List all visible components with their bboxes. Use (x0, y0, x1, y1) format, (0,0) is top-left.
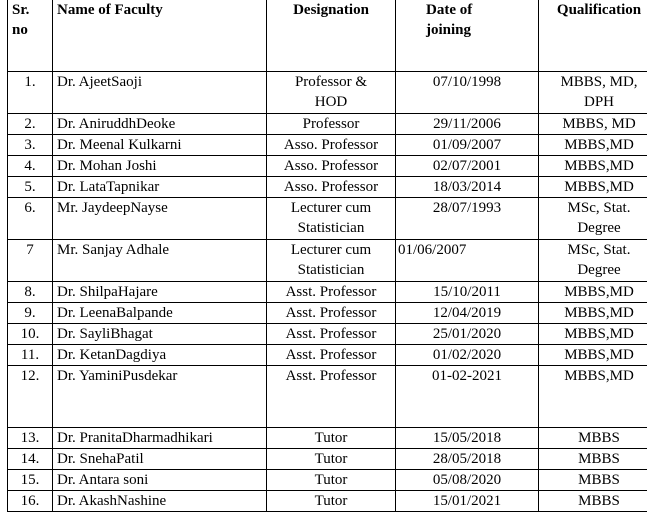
cell-sr-no: 9. (8, 303, 53, 324)
cell-sr-no: 7 (8, 240, 53, 282)
cell-sr-no: 12. (8, 366, 53, 428)
table-row (8, 449, 647, 470)
faculty-table-container (7, 0, 640, 512)
cell-qualification: MBBS,MD (539, 282, 647, 303)
cell-name: Dr. YaminiPusdekar (53, 366, 267, 428)
cell-designation: Tutor (267, 428, 396, 449)
cell-date: 15/01/2021 (396, 491, 539, 512)
cell-qualification: MBBS (539, 449, 647, 470)
cell-sr-no: 5. (8, 177, 53, 198)
header-qualification: Qualification (539, 0, 647, 72)
cell-qualification: MBBS (539, 470, 647, 491)
table-row (8, 282, 647, 303)
table-row (8, 345, 647, 366)
cell-qualification: MSc, Stat. Degree (539, 198, 647, 240)
table-row (8, 366, 647, 428)
cell-designation: Asst. Professor (267, 282, 396, 303)
cell-designation: Lecturer cum Statistician (267, 240, 396, 282)
cell-sr-no: 13. (8, 428, 53, 449)
cell-qualification: MBBS, MD (539, 114, 647, 135)
cell-date: 29/11/2006 (396, 114, 539, 135)
table-row (8, 470, 647, 491)
cell-date: 28/07/1993 (396, 198, 539, 240)
cell-name: Dr. AniruddhDeoke (53, 114, 267, 135)
faculty-table (7, 0, 647, 512)
cell-designation: Tutor (267, 470, 396, 491)
cell-sr-no: 3. (8, 135, 53, 156)
cell-date: 01/06/2007 (396, 240, 539, 282)
cell-sr-no: 6. (8, 198, 53, 240)
cell-sr-no: 11. (8, 345, 53, 366)
cell-qualification: MSc, Stat. Degree (539, 240, 647, 282)
cell-date: 25/01/2020 (396, 324, 539, 345)
header-date-l2: joining (426, 22, 471, 38)
cell-name: Dr. Antara soni (53, 470, 267, 491)
cell-qualification: MBBS,MD (539, 303, 647, 324)
table-row (8, 491, 647, 512)
cell-sr-no: 2. (8, 114, 53, 135)
table-row (8, 240, 647, 282)
cell-date: 01/02/2020 (396, 345, 539, 366)
cell-qualification: MBBS,MD (539, 366, 647, 428)
cell-date: 01/09/2007 (396, 135, 539, 156)
cell-date: 05/08/2020 (396, 470, 539, 491)
cell-designation: Tutor (267, 491, 396, 512)
table-row (8, 135, 647, 156)
cell-designation: Tutor (267, 449, 396, 470)
cell-name: Mr. JaydeepNayse (53, 198, 267, 240)
cell-date: 28/05/2018 (396, 449, 539, 470)
cell-date: 01-02-2021 (396, 366, 539, 428)
cell-qualification: MBBS, MD, DPH (539, 72, 647, 114)
cell-name: Dr. LeenaBalpande (53, 303, 267, 324)
cell-designation: Lecturer cum Statistician (267, 198, 396, 240)
cell-name: Dr. KetanDagdiya (53, 345, 267, 366)
cell-designation: Professor (267, 114, 396, 135)
header-name: Name of Faculty (53, 0, 267, 72)
cell-name: Dr. SayliBhagat (53, 324, 267, 345)
cell-name: Dr. AkashNashine (53, 491, 267, 512)
cell-date: 18/03/2014 (396, 177, 539, 198)
cell-qualification: MBBS,MD (539, 156, 647, 177)
cell-designation: Professor & HOD (267, 72, 396, 114)
cell-name: Mr. Sanjay Adhale (53, 240, 267, 282)
cell-designation: Asst. Professor (267, 345, 396, 366)
header-designation: Designation (267, 0, 396, 72)
cell-sr-no: 1. (8, 72, 53, 114)
table-header-row (8, 0, 647, 72)
cell-date: 07/10/1998 (396, 72, 539, 114)
cell-designation: Asso. Professor (267, 156, 396, 177)
cell-date: 15/10/2011 (396, 282, 539, 303)
cell-name: Dr. SnehaPatil (53, 449, 267, 470)
header-sr-l1: Sr. (12, 2, 29, 18)
table-row (8, 303, 647, 324)
cell-designation: Asso. Professor (267, 177, 396, 198)
cell-date: 15/05/2018 (396, 428, 539, 449)
cell-qualification: MBBS,MD (539, 345, 647, 366)
cell-date: 12/04/2019 (396, 303, 539, 324)
cell-sr-no: 14. (8, 449, 53, 470)
cell-sr-no: 4. (8, 156, 53, 177)
cell-designation: Asso. Professor (267, 135, 396, 156)
cell-designation: Asst. Professor (267, 324, 396, 345)
cell-name: Dr. AjeetSaoji (53, 72, 267, 114)
cell-name: Dr. PranitaDharmadhikari (53, 428, 267, 449)
cell-designation: Asst. Professor (267, 303, 396, 324)
table-row (8, 114, 647, 135)
cell-sr-no: 15. (8, 470, 53, 491)
cell-sr-no: 10. (8, 324, 53, 345)
table-row (8, 72, 647, 114)
header-sr-no (8, 0, 53, 72)
cell-qualification: MBBS (539, 428, 647, 449)
header-sr-l2: no (12, 22, 28, 38)
cell-date: 02/07/2001 (396, 156, 539, 177)
cell-designation: Asst. Professor (267, 366, 396, 428)
cell-name: Dr. Meenal Kulkarni (53, 135, 267, 156)
cell-qualification: MBBS (539, 491, 647, 512)
table-row (8, 156, 647, 177)
table-row (8, 198, 647, 240)
table-row (8, 177, 647, 198)
cell-name: Dr. LataTapnikar (53, 177, 267, 198)
cell-qualification: MBBS,MD (539, 135, 647, 156)
cell-qualification: MBBS,MD (539, 324, 647, 345)
table-row (8, 428, 647, 449)
table-row (8, 324, 647, 345)
cell-sr-no: 16. (8, 491, 53, 512)
header-date-l1: Date of (426, 2, 472, 18)
cell-qualification: MBBS,MD (539, 177, 647, 198)
cell-sr-no: 8. (8, 282, 53, 303)
table-body (8, 72, 647, 512)
cell-name: Dr. ShilpaHajare (53, 282, 267, 303)
cell-name: Dr. Mohan Joshi (53, 156, 267, 177)
header-date (396, 0, 539, 72)
